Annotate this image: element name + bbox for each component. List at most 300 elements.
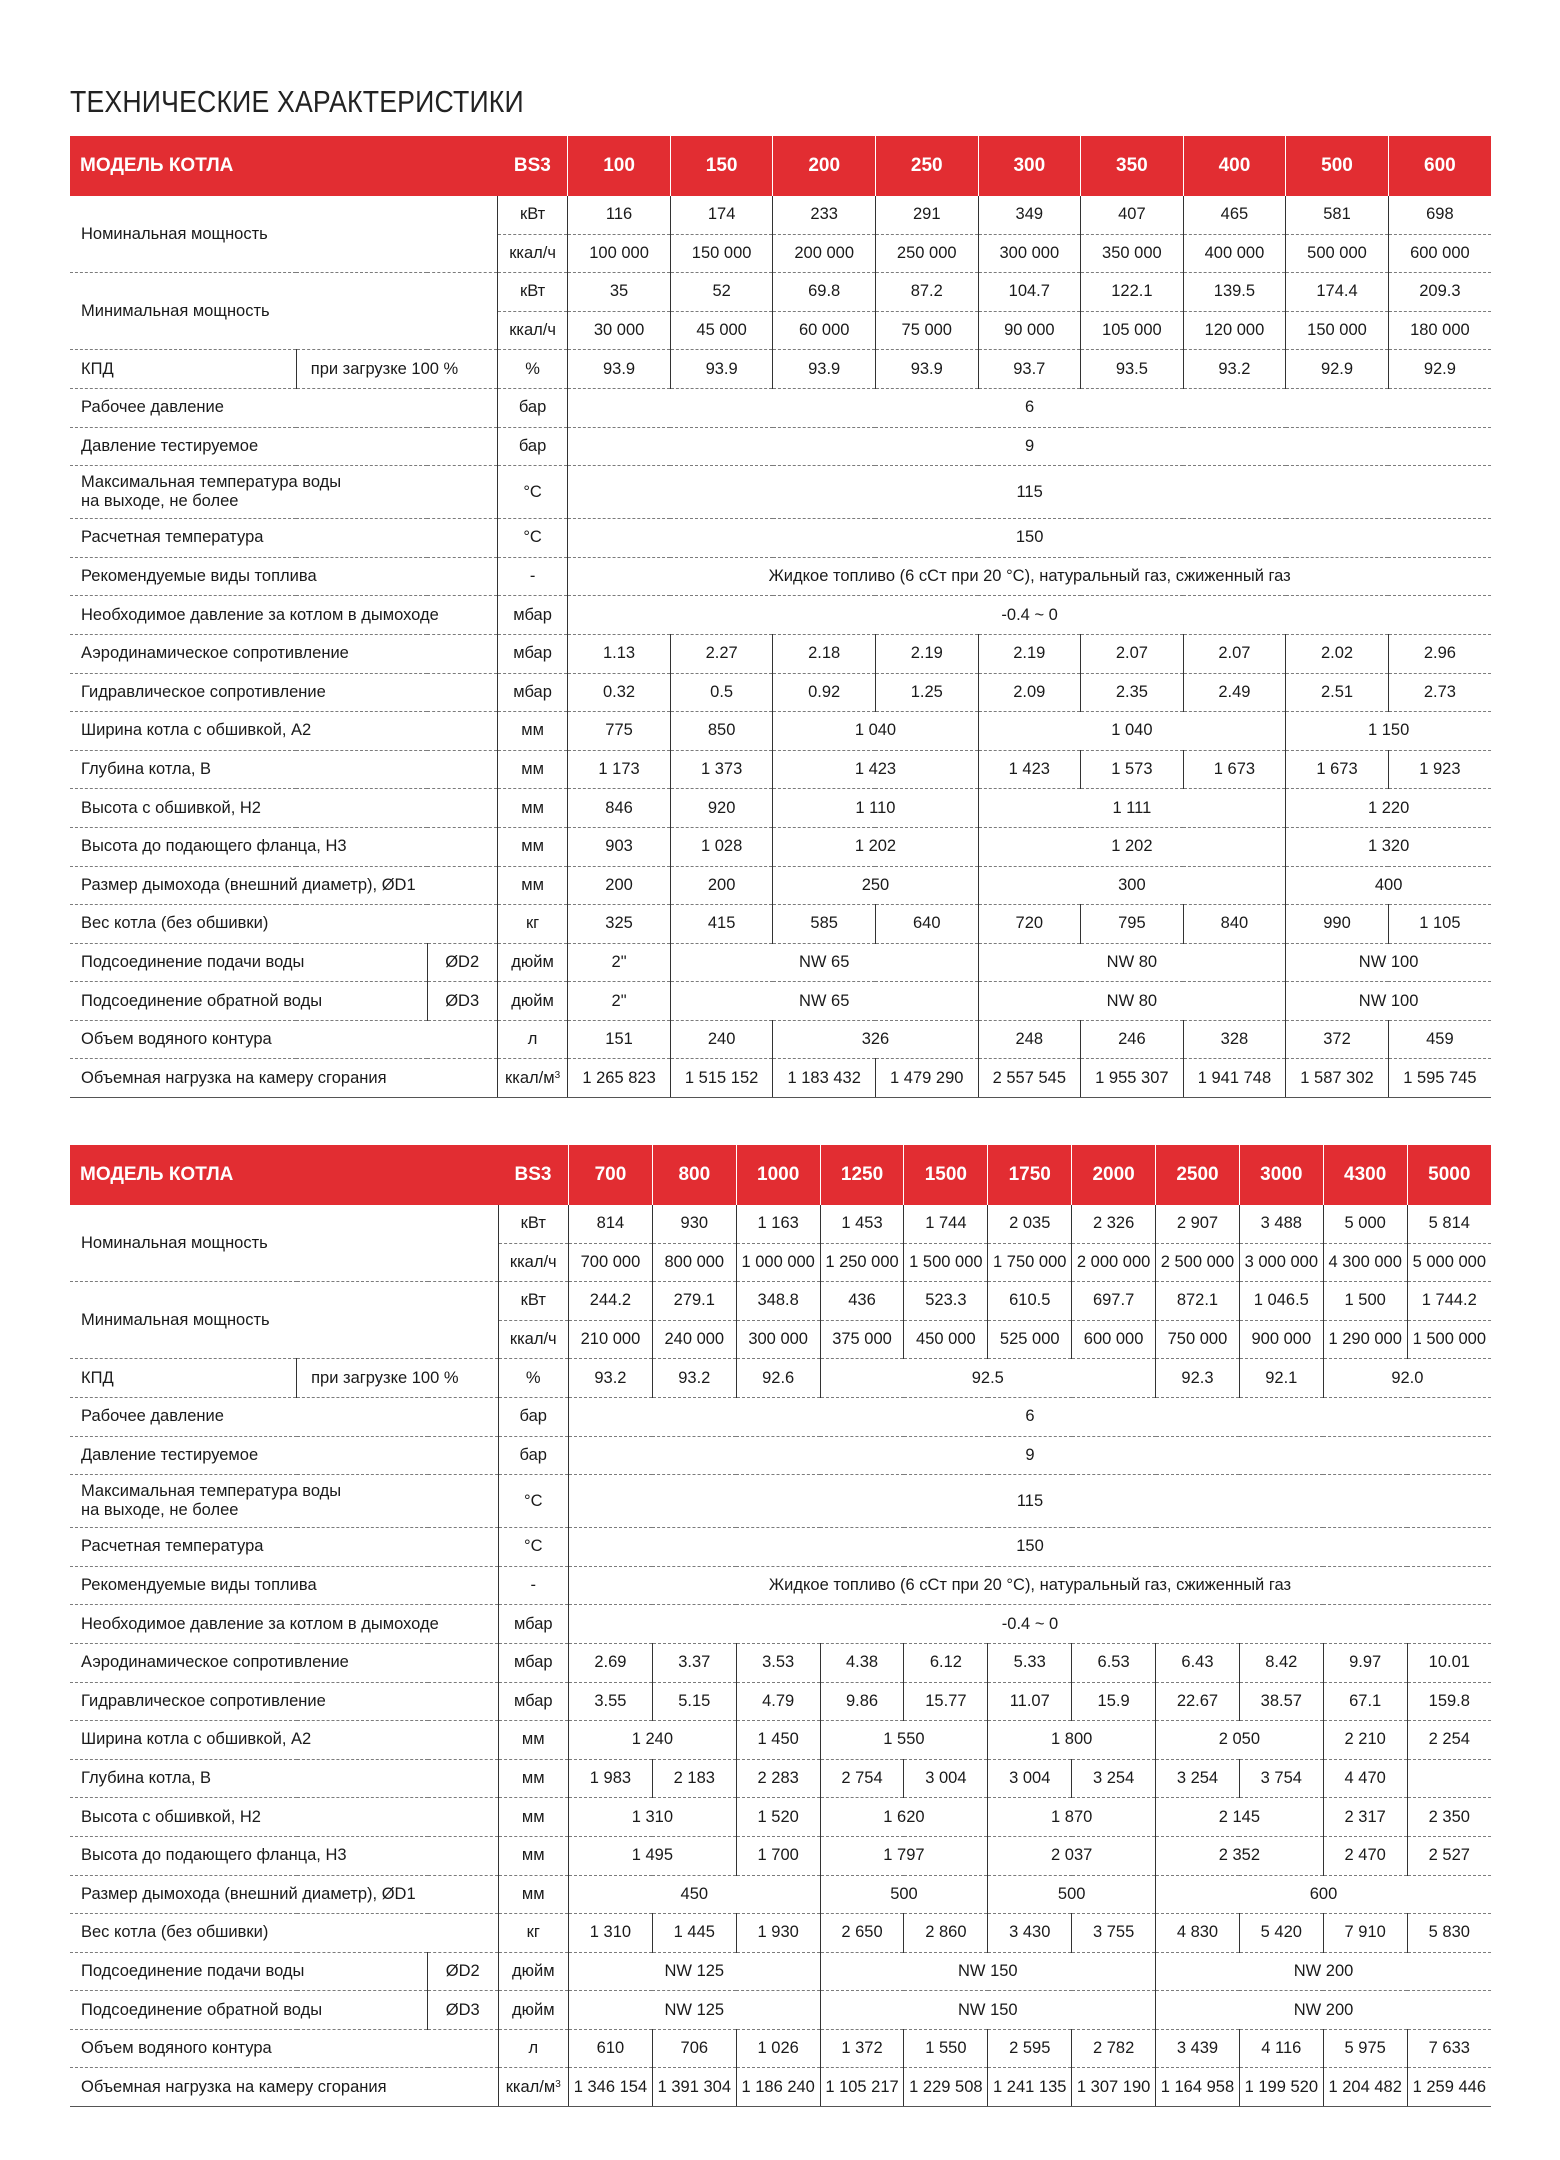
value-cell: 2.07 xyxy=(1081,634,1184,673)
value-cell: 1 373 xyxy=(670,750,773,789)
value-cell: 2 035 xyxy=(988,1205,1072,1243)
value-cell: 1 445 xyxy=(652,1914,736,1953)
value-cell: 5 420 xyxy=(1239,1914,1323,1953)
row-label-line: Максимальная температура воды xyxy=(81,473,342,492)
value-cell: 3 004 xyxy=(988,1759,1072,1798)
row-label: Необходимое давление за котлом в дымоходе xyxy=(70,596,497,635)
unit-cell: мм xyxy=(497,750,567,789)
value-cell: 1 479 290 xyxy=(875,1059,978,1098)
value-cell: 4 116 xyxy=(1239,2029,1323,2068)
value-cell: 1 923 xyxy=(1388,750,1491,789)
table-row xyxy=(70,634,1491,673)
row-label: Глубина котла, В xyxy=(70,1759,498,1798)
value-cell: 500 xyxy=(820,1875,988,1914)
value-cell: 2.18 xyxy=(773,634,876,673)
value-cell: 1 673 xyxy=(1286,750,1389,789)
value-cell: 1 000 000 xyxy=(736,1243,820,1282)
row-label: Давление тестируемое xyxy=(70,1436,498,1475)
row-label: Давление тестируемое xyxy=(70,427,497,466)
page-title: ТЕХНИЧЕСКИЕ ХАРАКТЕРИСТИКИ xyxy=(70,84,524,119)
value-cell: 1 391 304 xyxy=(652,2068,736,2107)
row-label: Глубина котла, В xyxy=(70,750,497,789)
value-cell: 9 xyxy=(568,427,1491,466)
value-cell: -0.4 ~ 0 xyxy=(569,1605,1491,1644)
value-cell: 15.9 xyxy=(1072,1682,1156,1721)
model-column-header: 1500 xyxy=(904,1145,988,1205)
unit-cell xyxy=(497,1059,567,1098)
unit-cell: л xyxy=(498,2029,569,2068)
value-cell: 92.3 xyxy=(1156,1359,1240,1398)
value-cell: 150 xyxy=(568,519,1491,558)
value-cell: 6.43 xyxy=(1156,1643,1240,1682)
row-label: Номинальная мощность xyxy=(70,1205,498,1282)
value-cell: 1 163 xyxy=(736,1205,820,1243)
value-cell: 1 620 xyxy=(820,1798,988,1837)
value-cell: 1 372 xyxy=(820,2029,904,2068)
spec-table-1 xyxy=(70,136,1491,1098)
value-cell: 2.51 xyxy=(1286,673,1389,712)
row-label: Высота до подающего фланца, Н3 xyxy=(70,1836,498,1875)
value-cell: 3 755 xyxy=(1072,1914,1156,1953)
row-label: Высота с обшивкой, Н2 xyxy=(70,1798,498,1837)
value-cell: 1 199 520 xyxy=(1239,2068,1323,2107)
value-cell: 6 xyxy=(569,1397,1491,1436)
value-cell: 1 453 xyxy=(820,1205,904,1243)
table-row xyxy=(70,2068,1491,2107)
value-cell: Жидкое топливо (6 сСт при 20 °С), натуральный газ, сжиженный газ xyxy=(569,1566,1491,1605)
value-cell: 1 346 154 xyxy=(569,2068,653,2107)
unit-cell: кг xyxy=(498,1914,569,1953)
row-label: Ширина котла с обшивкой, А2 xyxy=(70,1721,498,1760)
table-row xyxy=(70,2029,1491,2068)
value-cell: 872.1 xyxy=(1156,1282,1240,1321)
row-label: Размер дымохода (внешний диаметр), ØD1 xyxy=(70,866,497,905)
value-cell: NW 200 xyxy=(1156,1991,1491,2030)
value-cell: 3 754 xyxy=(1239,1759,1323,1798)
value-cell: 1 250 000 xyxy=(820,1243,904,1282)
value-cell: 2.19 xyxy=(978,634,1081,673)
diameter-label: ØD2 xyxy=(428,1952,499,1991)
value-cell: 407 xyxy=(1081,196,1184,234)
value-cell: 45 000 xyxy=(670,311,773,350)
series-header: BS3 xyxy=(497,136,567,196)
value-cell: 279.1 xyxy=(652,1282,736,1321)
row-label: Подсоединение подачи воды xyxy=(70,1952,428,1991)
row-label: Высота с обшивкой, Н2 xyxy=(70,789,497,828)
unit-cell xyxy=(498,2068,569,2107)
row-label: Гидравлическое сопротивление xyxy=(70,1682,498,1721)
value-cell: 3.37 xyxy=(652,1643,736,1682)
value-cell: 2 210 xyxy=(1323,1721,1407,1760)
value-cell: 3 000 000 xyxy=(1239,1243,1323,1282)
value-cell: 465 xyxy=(1183,196,1286,234)
value-cell: 1 423 xyxy=(773,750,978,789)
model-column-header: 1750 xyxy=(988,1145,1072,1205)
value-cell: 4 470 xyxy=(1323,1759,1407,1798)
value-cell: 11.07 xyxy=(988,1682,1072,1721)
value-cell: 2.96 xyxy=(1388,634,1491,673)
value-cell: 5.15 xyxy=(652,1682,736,1721)
model-header-label: МОДЕЛЬ КОТЛА xyxy=(70,136,497,196)
value-cell: NW 200 xyxy=(1156,1952,1491,1991)
table-row xyxy=(70,1397,1491,1436)
value-cell: 2 254 xyxy=(1407,1721,1491,1760)
value-cell: 150 xyxy=(569,1528,1491,1567)
table-row xyxy=(70,1282,1491,1321)
value-cell: 60 000 xyxy=(773,311,876,350)
value-cell: NW 125 xyxy=(569,1991,821,2030)
model-column-header: 300 xyxy=(978,136,1081,196)
value-cell: 122.1 xyxy=(1081,273,1184,312)
value-cell: 0.32 xyxy=(568,673,671,712)
value-cell: 1 164 958 xyxy=(1156,2068,1240,2107)
value-cell: 415 xyxy=(670,905,773,944)
unit-cell: мм xyxy=(498,1836,569,1875)
value-cell: 2.07 xyxy=(1183,634,1286,673)
table-row xyxy=(70,1759,1491,1798)
unit-cell: кВт xyxy=(497,196,567,234)
unit-cell: дюйм xyxy=(497,982,567,1021)
unit-cell: мбар xyxy=(497,634,567,673)
row-sublabel: при загрузке 100 % xyxy=(296,350,497,389)
diameter-label: ØD3 xyxy=(427,982,497,1021)
value-cell: Жидкое топливо (6 сСт при 20 °С), натуральный газ, сжиженный газ xyxy=(568,557,1491,596)
table-row xyxy=(70,982,1491,1021)
value-cell: 93.2 xyxy=(569,1359,653,1398)
row-label: Подсоединение обратной воды xyxy=(70,982,427,1021)
table-row xyxy=(70,350,1491,389)
unit-superscript: 3 xyxy=(555,2078,561,2090)
unit-cell: кВт xyxy=(497,273,567,312)
value-cell: 1 450 xyxy=(736,1721,820,1760)
value-cell: 2.19 xyxy=(875,634,978,673)
unit-cell: ккал/ч xyxy=(497,234,567,273)
value-cell: 610.5 xyxy=(988,1282,1072,1321)
value-cell: 450 000 xyxy=(904,1320,988,1359)
unit-cell: % xyxy=(498,1359,569,1398)
value-cell: 1 105 xyxy=(1388,905,1491,944)
value-cell: 3 004 xyxy=(904,1759,988,1798)
value-cell: 1 573 xyxy=(1081,750,1184,789)
value-cell: 1 028 xyxy=(670,827,773,866)
value-cell: 4 300 000 xyxy=(1323,1243,1407,1282)
value-cell: 200 000 xyxy=(773,234,876,273)
model-column-header: 2000 xyxy=(1072,1145,1156,1205)
value-cell: 93.9 xyxy=(773,350,876,389)
row-label: Минимальная мощность xyxy=(70,273,497,350)
value-cell: 4.38 xyxy=(820,1643,904,1682)
value-cell: 2 145 xyxy=(1156,1798,1324,1837)
diameter-label: ØD2 xyxy=(427,943,497,982)
value-cell: 436 xyxy=(820,1282,904,1321)
table-row xyxy=(70,388,1491,427)
value-cell: 2 050 xyxy=(1156,1721,1324,1760)
value-cell: 500 xyxy=(988,1875,1156,1914)
value-cell: 93.9 xyxy=(875,350,978,389)
unit-cell: дюйм xyxy=(497,943,567,982)
value-cell: 151 xyxy=(568,1020,671,1059)
value-cell: 300 000 xyxy=(978,234,1081,273)
model-column-header: 100 xyxy=(568,136,671,196)
value-cell: 1 040 xyxy=(978,712,1286,751)
table-row xyxy=(70,1436,1491,1475)
value-cell: 159.8 xyxy=(1407,1682,1491,1721)
unit-cell: % xyxy=(497,350,567,389)
value-cell: 291 xyxy=(875,196,978,234)
value-cell: 67.1 xyxy=(1323,1682,1407,1721)
unit-cell: кг xyxy=(497,905,567,944)
value-cell: NW 80 xyxy=(978,982,1286,1021)
unit-text: ккал/м xyxy=(505,1068,555,1087)
table-row xyxy=(70,1605,1491,1644)
value-cell: 1 550 xyxy=(904,2029,988,2068)
value-cell: 1 040 xyxy=(773,712,978,751)
unit-cell: °С xyxy=(497,466,567,519)
table-row xyxy=(70,1798,1491,1837)
unit-cell: мбар xyxy=(497,596,567,635)
value-cell: 250 000 xyxy=(875,234,978,273)
value-cell: 2 283 xyxy=(736,1759,820,1798)
value-cell: 375 000 xyxy=(820,1320,904,1359)
value-cell: 2 782 xyxy=(1072,2029,1156,2068)
value-cell: 180 000 xyxy=(1388,311,1491,350)
value-cell: 581 xyxy=(1286,196,1389,234)
unit-cell: мбар xyxy=(498,1643,569,1682)
table-row xyxy=(70,596,1491,635)
value-cell: 100 000 xyxy=(568,234,671,273)
value-cell: 120 000 xyxy=(1183,311,1286,350)
value-cell: 349 xyxy=(978,196,1081,234)
value-cell: 0.92 xyxy=(773,673,876,712)
table-row xyxy=(70,943,1491,982)
value-cell: 6.53 xyxy=(1072,1643,1156,1682)
table-row xyxy=(70,1359,1491,1398)
value-cell: 1 744.2 xyxy=(1407,1282,1491,1321)
value-cell: NW 150 xyxy=(820,1952,1155,1991)
value-cell: 1 202 xyxy=(773,827,978,866)
table-row xyxy=(70,1020,1491,1059)
value-cell: 814 xyxy=(569,1205,653,1243)
value-cell: 174 xyxy=(670,196,773,234)
row-label-line: на выходе, не более xyxy=(81,492,239,511)
row-label: Объем водяного контура xyxy=(70,2029,498,2068)
table-row xyxy=(70,750,1491,789)
unit-cell: мбар xyxy=(497,673,567,712)
value-cell: 10.01 xyxy=(1407,1643,1491,1682)
row-label xyxy=(70,466,497,519)
table-row xyxy=(70,1059,1491,1098)
table-row xyxy=(70,557,1491,596)
value-cell: 1 673 xyxy=(1183,750,1286,789)
value-cell: 2 326 xyxy=(1072,1205,1156,1243)
table-row xyxy=(70,466,1491,519)
value-cell: 1 320 xyxy=(1286,827,1491,866)
value-cell: 93.9 xyxy=(670,350,773,389)
value-cell: 640 xyxy=(875,905,978,944)
value-cell: 3.55 xyxy=(569,1682,653,1721)
unit-text: ккал/м xyxy=(505,2077,556,2096)
unit-cell: дюйм xyxy=(498,1991,569,2030)
value-cell: 244.2 xyxy=(569,1282,653,1321)
value-cell: 2.69 xyxy=(569,1643,653,1682)
value-cell: 8.42 xyxy=(1239,1643,1323,1682)
value-cell xyxy=(1407,1759,1491,1798)
unit-cell: кВт xyxy=(498,1205,569,1243)
value-cell: 1 229 508 xyxy=(904,2068,988,2107)
value-cell: 846 xyxy=(568,789,671,828)
table-row xyxy=(70,519,1491,558)
value-cell: 1 110 xyxy=(773,789,978,828)
unit-cell: ккал/ч xyxy=(498,1320,569,1359)
value-cell: 1 797 xyxy=(820,1836,988,1875)
value-cell: 15.77 xyxy=(904,1682,988,1721)
row-label: Аэродинамическое сопротивление xyxy=(70,634,497,673)
value-cell: 500 000 xyxy=(1286,234,1389,273)
table-row xyxy=(70,273,1491,312)
value-cell: 400 000 xyxy=(1183,234,1286,273)
table-row xyxy=(70,673,1491,712)
row-label xyxy=(70,1475,498,1528)
value-cell: 2.27 xyxy=(670,634,773,673)
value-cell: 0.5 xyxy=(670,673,773,712)
row-label-line: на выходе, не более xyxy=(81,1501,239,1520)
value-cell: 1.13 xyxy=(568,634,671,673)
value-cell: 2.09 xyxy=(978,673,1081,712)
value-cell: 1 520 xyxy=(736,1798,820,1837)
value-cell: NW 65 xyxy=(670,982,978,1021)
value-cell: 610 xyxy=(569,2029,653,2068)
value-cell: 2.02 xyxy=(1286,634,1389,673)
value-cell: 1 495 xyxy=(569,1836,737,1875)
value-cell: 2 860 xyxy=(904,1914,988,1953)
unit-cell: мм xyxy=(498,1875,569,1914)
value-cell: 233 xyxy=(773,196,876,234)
value-cell: 706 xyxy=(652,2029,736,2068)
unit-cell: мм xyxy=(497,827,567,866)
row-label: Аэродинамическое сопротивление xyxy=(70,1643,498,1682)
value-cell: 2 595 xyxy=(988,2029,1072,2068)
value-cell: NW 100 xyxy=(1286,982,1491,1021)
value-cell: 325 xyxy=(568,905,671,944)
unit-cell: дюйм xyxy=(498,1952,569,1991)
unit-cell: бар xyxy=(498,1436,569,1475)
value-cell: 585 xyxy=(773,905,876,944)
unit-cell: - xyxy=(497,557,567,596)
row-label-line: Максимальная температура воды xyxy=(81,1482,342,1501)
unit-cell: °С xyxy=(498,1528,569,1567)
unit-cell: кВт xyxy=(498,1282,569,1321)
value-cell: 92.1 xyxy=(1239,1359,1323,1398)
row-label: Объем водяного контура xyxy=(70,1020,497,1059)
unit-cell: °С xyxy=(498,1475,569,1528)
row-label: Номинальная мощность xyxy=(70,196,497,273)
row-label: Объемная нагрузка на камеру сгорания xyxy=(70,2068,498,2107)
value-cell: 372 xyxy=(1286,1020,1389,1059)
row-label: Объемная нагрузка на камеру сгорания xyxy=(70,1059,497,1098)
value-cell: 115 xyxy=(568,466,1491,519)
value-cell: 93.2 xyxy=(1183,350,1286,389)
value-cell: 150 000 xyxy=(670,234,773,273)
unit-cell: мм xyxy=(498,1798,569,1837)
value-cell: 2 470 xyxy=(1323,1836,1407,1875)
value-cell: 2 650 xyxy=(820,1914,904,1953)
value-cell: 1 026 xyxy=(736,2029,820,2068)
value-cell: 1 202 xyxy=(978,827,1286,866)
value-cell: 1 105 217 xyxy=(820,2068,904,2107)
value-cell: 1 800 xyxy=(988,1721,1156,1760)
value-cell: 1 046.5 xyxy=(1239,1282,1323,1321)
value-cell: 92.6 xyxy=(736,1359,820,1398)
value-cell: 240 xyxy=(670,1020,773,1059)
value-cell: 1 111 xyxy=(978,789,1286,828)
value-cell: 1 587 302 xyxy=(1286,1059,1389,1098)
value-cell: 720 xyxy=(978,905,1081,944)
value-cell: 105 000 xyxy=(1081,311,1184,350)
value-cell: 4.79 xyxy=(736,1682,820,1721)
value-cell: 1 183 432 xyxy=(773,1059,876,1098)
value-cell: 1 983 xyxy=(569,1759,653,1798)
table-row xyxy=(70,789,1491,828)
value-cell: 450 xyxy=(569,1875,821,1914)
unit-cell: бар xyxy=(497,388,567,427)
value-cell: 30 000 xyxy=(568,311,671,350)
value-cell: 400 xyxy=(1286,866,1491,905)
row-label: Размер дымохода (внешний диаметр), ØD1 xyxy=(70,1875,498,1914)
value-cell: 116 xyxy=(568,196,671,234)
value-cell: 150 000 xyxy=(1286,311,1389,350)
value-cell: 1 500 000 xyxy=(1407,1320,1491,1359)
row-label: Высота до подающего фланца, Н3 xyxy=(70,827,497,866)
table-row xyxy=(70,196,1491,234)
value-cell: 92.9 xyxy=(1286,350,1389,389)
value-cell: 600 000 xyxy=(1388,234,1491,273)
value-cell: NW 65 xyxy=(670,943,978,982)
value-cell: 1 290 000 xyxy=(1323,1320,1407,1359)
model-column-header: 1250 xyxy=(820,1145,904,1205)
value-cell: 250 xyxy=(773,866,978,905)
unit-cell: мм xyxy=(497,866,567,905)
value-cell: 1 930 xyxy=(736,1914,820,1953)
value-cell: 87.2 xyxy=(875,273,978,312)
value-cell: 90 000 xyxy=(978,311,1081,350)
value-cell: 2 183 xyxy=(652,1759,736,1798)
row-label: Рабочее давление xyxy=(70,388,497,427)
value-cell: 795 xyxy=(1081,905,1184,944)
value-cell: 990 xyxy=(1286,905,1389,944)
value-cell: 246 xyxy=(1081,1020,1184,1059)
table-row xyxy=(70,427,1491,466)
value-cell: 38.57 xyxy=(1239,1682,1323,1721)
value-cell: 850 xyxy=(670,712,773,751)
value-cell: 840 xyxy=(1183,905,1286,944)
unit-cell: бар xyxy=(498,1397,569,1436)
value-cell: NW 150 xyxy=(820,1991,1155,2030)
value-cell: 1 265 823 xyxy=(568,1059,671,1098)
unit-cell: бар xyxy=(497,427,567,466)
table-row xyxy=(70,1836,1491,1875)
value-cell: 350 000 xyxy=(1081,234,1184,273)
value-cell: 93.2 xyxy=(652,1359,736,1398)
row-label: Подсоединение подачи воды xyxy=(70,943,427,982)
unit-cell: мм xyxy=(498,1721,569,1760)
value-cell: 525 000 xyxy=(988,1320,1072,1359)
value-cell: 93.9 xyxy=(568,350,671,389)
value-cell: 1 307 190 xyxy=(1072,2068,1156,2107)
unit-cell: л xyxy=(497,1020,567,1059)
row-label: Подсоединение обратной воды xyxy=(70,1991,428,2030)
row-label: Расчетная температура xyxy=(70,519,497,558)
value-cell: 2.49 xyxy=(1183,673,1286,712)
